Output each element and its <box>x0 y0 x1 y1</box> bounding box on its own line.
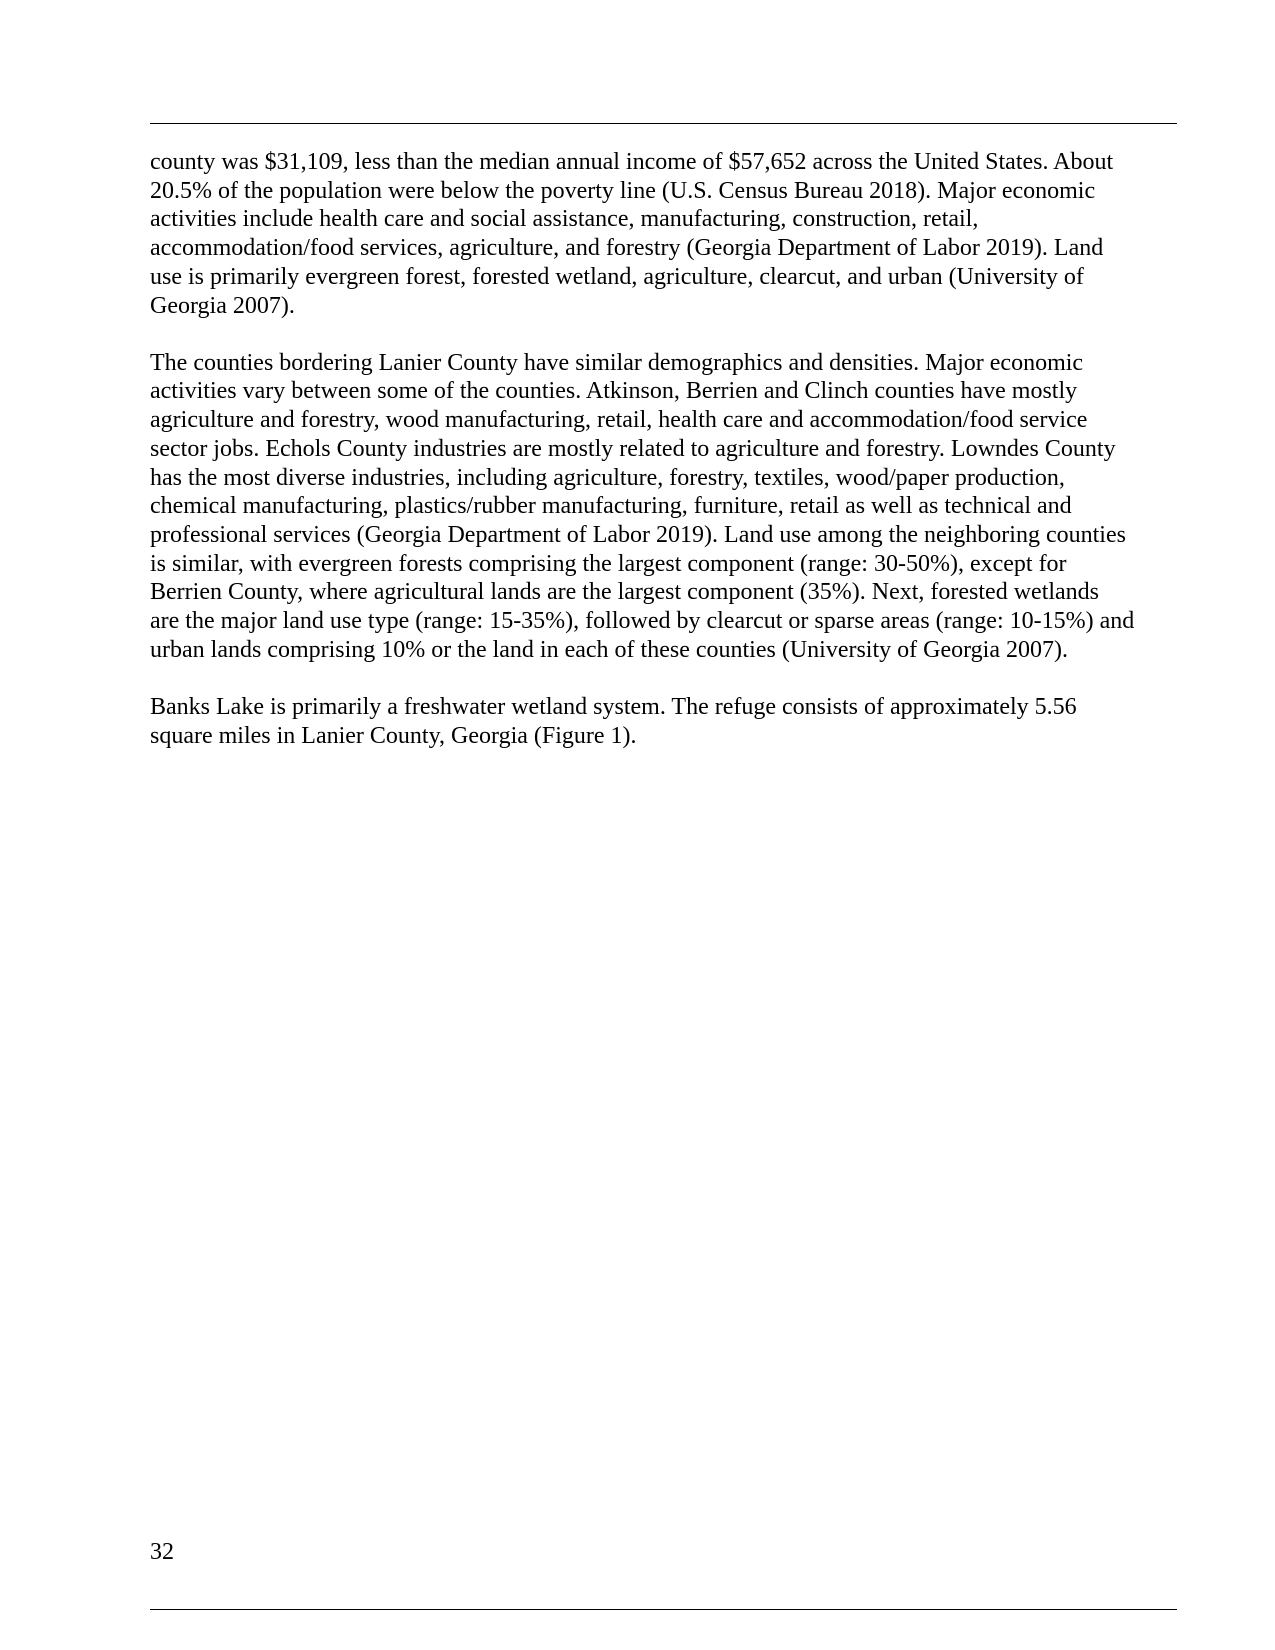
body-text <box>150 148 1180 779</box>
paragraph-economy: county was $31,109, less than the median annual income of $57,652 across the United States. About 20.5% of the population were below the poverty line (U.S. Census Bureau 2018). Major economic activities include health care and social assistance, manufacturing, construction, retail, accommodation/food services, agriculture, and forestry (Georgia Department of Labor 2019). Land use is primarily evergreen forest, forested wetland, agriculture, clearcut, and urban (University of Georgia 2007). <box>150 149 1114 319</box>
paragraph-banks-lake: Banks Lake is primarily a freshwater wetland system. The refuge consists of approximately 5.56 square miles in Lanier County, Georgia (Figure 1). <box>150 693 1077 749</box>
page-number: 32 <box>150 1539 174 1565</box>
paragraph-neighboring-counties: The counties bordering Lanier County have similar demographics and densities. Major economic activities vary between some of the counties. Atkinson, Berrien and Clinch counties have mostly agriculture and forestry, wood manufacturing, retail, health care and accommodation/food service sector jobs. Echols County industries are mostly related to agriculture and forestry. Lowndes County has the most diverse industries, including agriculture, forestry, textiles, wood/paper production, chemical manufacturing, plastics/rubber manufacturing, furniture, retail as well as technical and professional services (Georgia Department of Labor 2019). Land use among the neighboring counties is similar, with evergreen forests comprising the largest component (range: 30-50%), except for Berrien County, where agricultural lands are the largest component (35%). Next, forested wetlands are the major land use type (range: 15-35%), followed by clearcut or sparse areas (range: 10-15%) and urban lands comprising 10% or the land in each of these counties (University of Georgia 2007). <box>150 349 1135 663</box>
footer-rule <box>150 1609 1177 1610</box>
header-rule <box>150 123 1177 124</box>
